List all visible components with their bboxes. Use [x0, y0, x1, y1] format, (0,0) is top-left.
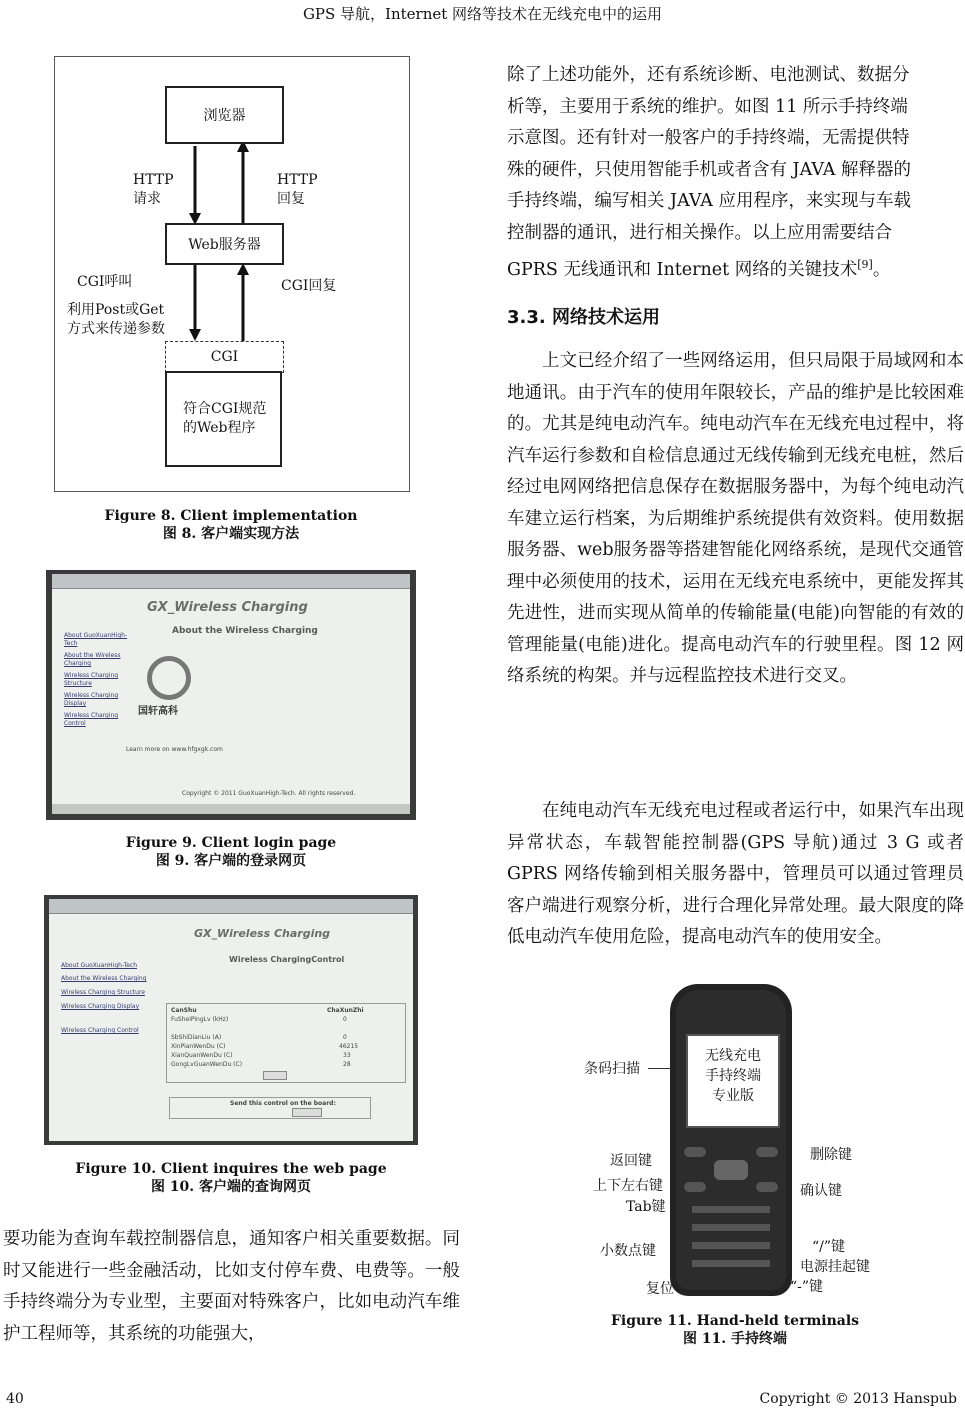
label-reset: 复位	[646, 1281, 674, 1297]
company-logo-text: 国轩高科	[138, 706, 178, 717]
query-button[interactable]	[263, 1071, 287, 1080]
table-row: FuSheiPingLv (kHz)	[171, 1016, 229, 1023]
data-table	[166, 1003, 406, 1083]
table-row: GongLvGuanWenDu (C)	[171, 1061, 243, 1068]
nav-10-control[interactable]: Wireless Charging Control	[61, 1027, 139, 1034]
table-head-value: ChaXunZhi	[327, 1007, 364, 1014]
learn-more-link[interactable]: Learn more on www.hfgxgk.com	[126, 746, 223, 753]
page-number: 40	[6, 1391, 24, 1407]
site-subtitle-10: Wireless ChargingControl	[229, 955, 345, 964]
right-paragraph-1	[507, 60, 964, 286]
site-title: GX_Wireless Charging	[147, 600, 308, 615]
nav-item-about-gx[interactable]: About GuoXuanHigh-Tech	[64, 632, 128, 647]
label-slash: “/”键	[812, 1239, 846, 1255]
http-reply-line2: 回复	[277, 191, 305, 207]
label-tab: Tab键	[626, 1199, 666, 1215]
label-delete: 删除键	[810, 1147, 852, 1163]
nav-item-control[interactable]: Wireless Charging Control	[64, 712, 119, 727]
figure-8-caption	[54, 507, 408, 543]
web-server-box: Web服务器	[165, 223, 284, 265]
post-get-line2: 方式来传递参数	[67, 321, 165, 337]
figure-8-caption-zh: 图 8. 客户端实现方法	[162, 526, 300, 542]
delete-key[interactable]	[756, 1147, 778, 1157]
cgi-program-line1: 符合CGI规范	[183, 401, 267, 417]
number-keypad[interactable]	[692, 1200, 770, 1272]
screen-line1: 无线充电	[705, 1048, 761, 1064]
cgi-program-line2: 的Web程序	[183, 420, 256, 436]
cgi-reply-label: CGI回复	[281, 278, 337, 294]
table-head-param: CanShu	[171, 1007, 197, 1014]
figure-9-photo	[46, 570, 416, 820]
nav-10-structure[interactable]: Wireless Charging Structure	[61, 989, 145, 996]
table-cell: 0	[343, 1034, 347, 1041]
label-minus: “-”键	[790, 1279, 824, 1295]
device-screen	[686, 1034, 780, 1128]
screen-line3: 专业版	[712, 1088, 754, 1104]
tab-key[interactable]	[684, 1182, 706, 1192]
figure-9-caption-en: Figure 9. Client login page	[125, 835, 337, 851]
post-get-label	[67, 301, 165, 339]
browser-box: 浏览器	[165, 86, 284, 144]
table-cell: 33	[343, 1052, 351, 1059]
table-row: XinPianWenDu (C)	[171, 1043, 226, 1050]
dpad-key[interactable]	[714, 1160, 748, 1180]
http-reply-line1: HTTP	[277, 172, 318, 188]
right-paragraph-2: 上文已经介绍了一些网络运用，但只局限于局域网和本地通讯。由于汽车的使用年限较长，产品的维护是比较困难的。尤其是纯电动汽车。纯电动汽车在无线充电过程中，将汽车运行参数和自检信息通过无线传输到无线充电桩，然后经过电网网络把信息保存在数据服务器中，为每个纯电动汽车建立运行档案，为后期维护系统提供有效资料。使用数据服务器、web服务器等搭建智能化网络系统，是现代交通管理中必须使用的技术，运用在无线充电系统中，更能发挥其先进性，进而实现从简单的传输能量(电能)向智能的有效的管理能量(电能)进化。提高电动汽车的行驶里程。图 12 网络系统的构架。并与远程监控技术进行交叉。	[507, 351, 964, 686]
site-copyright: Copyright © 2011 GuoXuanHigh-Tech. All rights reserved.	[182, 790, 356, 797]
figure-10-caption-en: Figure 10. Client inquires the web page	[75, 1161, 387, 1177]
http-request-line2: 请求	[133, 191, 161, 207]
figure-10-caption-zh: 图 10. 客户端的查询网页	[150, 1179, 312, 1195]
browser-toolbar-10	[49, 899, 413, 914]
text-line-last	[507, 249, 964, 286]
figure-8-caption-en: Figure 8. Client implementation	[104, 508, 358, 524]
table-cell: 0	[343, 1016, 347, 1023]
label-line	[648, 1068, 670, 1069]
text-line: 手持终端，编写相关 JAVA 应用程序，来实现与车载	[507, 191, 911, 211]
label-power: 电源挂起键	[800, 1259, 870, 1275]
text-end: 。	[872, 259, 891, 280]
figure-8-diagram	[54, 56, 410, 492]
figure-10-photo	[44, 895, 418, 1145]
http-request-label	[133, 171, 174, 209]
figure-9-caption	[54, 834, 408, 870]
text-line: 示意图。还有针对一般客户的手持终端，无需提供特	[507, 128, 910, 148]
company-logo-mark	[147, 656, 191, 700]
figure-10-caption	[54, 1160, 408, 1196]
http-reply-label	[277, 171, 318, 209]
label-back: 返回键	[610, 1153, 652, 1169]
section-heading-3-3: 3.3. 网络技术运用	[507, 307, 660, 328]
nav-10-display[interactable]: Wireless Charging Display	[61, 1003, 140, 1010]
left-column-paragraph: 要功能为查询车载控制器信息，通知客户相关重要数据。同时又能进行一些金融活动，比如支付停车费、电费等。一般手持终端分为专业型，主要面对特殊客户，比如电动汽车维护工程师等，其系统的功能强大，	[3, 1229, 460, 1344]
table-cell: 46215	[339, 1043, 359, 1050]
cgi-program-box	[165, 371, 282, 467]
send-button[interactable]	[292, 1108, 322, 1117]
text-line: 控制器的通讯，进行相关操作。以上应用需要结合	[507, 222, 892, 243]
back-key[interactable]	[684, 1147, 706, 1157]
text-line: 殊的硬件，只使用智能手机或者含有 JAVA 解释器的	[507, 159, 911, 180]
browser-toolbar	[52, 574, 410, 589]
label-confirm: 确认键	[800, 1183, 842, 1199]
nav-item-about-wc[interactable]: About the Wireless Charging	[64, 652, 121, 667]
browser-screen-10	[49, 899, 413, 1141]
taskbar	[52, 804, 410, 814]
label-decimal: 小数点键	[600, 1243, 656, 1259]
text-line: 析等，主要用于系统的维护。如图 11 所示手持终端	[507, 96, 908, 117]
label-arrows: 上下左右键	[593, 1178, 663, 1194]
send-control-label: Send this control on the board:	[230, 1100, 336, 1107]
figure-11-caption-en: Figure 11. Hand-held terminals	[610, 1313, 860, 1329]
text-line: 除了上述功能外，还有系统诊断、电池测试、数据分	[507, 65, 910, 85]
cgi-box: CGI	[165, 341, 284, 373]
site-subtitle: About the Wireless Charging	[172, 626, 318, 636]
table-row: SbShiDianLiu (A)	[171, 1034, 222, 1041]
browser-screen	[52, 574, 410, 814]
running-header: GPS 导航，Internet 网络等技术在无线充电中的运用	[302, 5, 663, 23]
text-tail: GPRS 无线通讯和 Internet 网络的关键技术	[507, 259, 858, 280]
right-paragraph-3: 在纯电动汽车无线充电过程或者运行中，如果汽车出现异常状态，车载智能控制器(GPS 导航)通过 3 G 或者 GPRS 网络传输到相关服务器中，管理员可以通过管理员客户端进行观察分析，进行合理化异常处理。最大限度的降低电动汽车使用危险，提高电动汽车的使用安全。	[507, 801, 964, 947]
nav-item-structure[interactable]: Wireless Charging Structure	[64, 672, 119, 687]
nav-10-about-wc[interactable]: About the Wireless Charging	[61, 975, 147, 982]
post-get-line1: 利用Post或Get	[67, 302, 165, 318]
nav-item-display[interactable]: Wireless Charging Display	[64, 692, 119, 707]
http-request-line1: HTTP	[133, 172, 174, 188]
cgi-call-label: CGI呼叫	[77, 274, 133, 290]
label-barcode: 条码扫描	[584, 1061, 640, 1077]
table-cell: 28	[343, 1061, 351, 1068]
figure-11-caption-zh: 图 11. 手持终端	[682, 1331, 788, 1347]
confirm-key[interactable]	[756, 1182, 778, 1192]
citation-9[interactable]: [9]	[857, 258, 873, 271]
table-row: XianQuanWenDu (C)	[171, 1052, 233, 1059]
send-control-box	[169, 1097, 371, 1119]
handheld-device	[670, 984, 792, 1296]
figure-9-caption-zh: 图 9. 客户端的登录网页	[155, 853, 307, 869]
figure-11-caption	[590, 1312, 880, 1348]
nav-10-about-gx[interactable]: About GuoXuanHigh-Tech	[61, 962, 138, 969]
footer-copyright: Copyright © 2013 Hanspub	[759, 1391, 957, 1407]
site-title-10: GX_Wireless Charging	[194, 927, 331, 940]
screen-line2: 手持终端	[705, 1068, 761, 1084]
device-screen-text	[688, 1046, 778, 1106]
